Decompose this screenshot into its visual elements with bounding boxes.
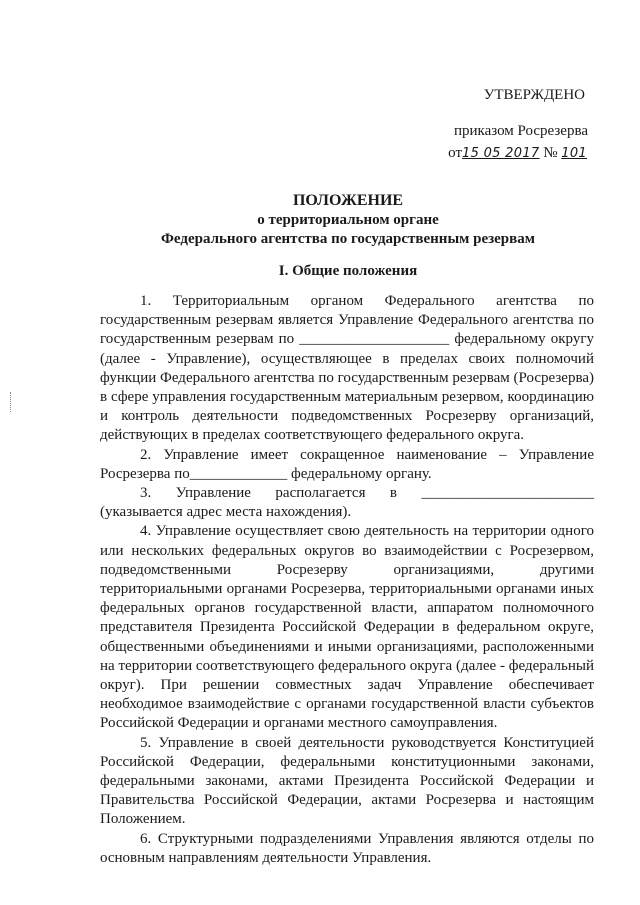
date-prefix: от [448, 145, 463, 161]
document-title: ПОЛОЖЕНИЕ [292, 192, 404, 209]
document-subtitle-2: Федерального агентства по государственным резервам [161, 231, 535, 247]
document-body [100, 292, 594, 868]
paragraph-5: 5. Управление в своей деятельности руководствуется Конституцией Российской Федерации, федеральными конституционными законами, федеральными законами, актами Президента Российской Федерации и Правительства Российской Федерации, актами Росрезерва и настоящим Положением. [100, 734, 594, 828]
approval-date-line [420, 142, 587, 165]
section-heading: I. Общие положения [278, 263, 418, 279]
approval-block [420, 84, 600, 165]
paragraph-1: 1. Территориальным органом Федерального агентства по государственным резервам является Управление Федерального агентства по государственным резервам по ____________________ федеральному округу (далее - Управление), осуществляющее в пределах своих полномочий функции Федерального агентства по государственным резервам (Росрезерва) в сфере управления государственным материальным резервом, координацию и контроль деятельности подведомственных Росрезерву организаций, действующих в пределах соответствующего федерального округа. [100, 293, 594, 444]
approval-order-line: приказом Росрезерва [453, 123, 588, 139]
paragraph-2: 2. Управление имеет сокращенное наименование – Управление Росрезерва по_____________ федеральному органу. [100, 446, 594, 482]
margin-punch-marks [10, 392, 13, 412]
approval-heading: УТВЕРЖДЕНО [483, 87, 585, 103]
paragraph-4: 4. Управление осуществляет свою деятельность на территории одного или нескольких федеральных округов во взаимодействии с Росрезервом, подведомственными Росрезерву организациями, другими территориальными органами Росрезерва, территориальными органами иных федеральных органов государственной власти, аппаратом полномочного представителя Президента Российской Федерации в федеральном округе, общественными объединениями и иными организациями, расположенными на территории соответствующего федерального округа (далее - федеральный округ). При решении совместных задач Управление обеспечивает необходимое взаимодействие с органами государственной власти субъектов Российской Федерации и органами местного самоуправления. [100, 523, 594, 732]
paragraph-3: 3. Управление располагается в _______________________ (указывается адрес места нахождения). [100, 485, 594, 521]
handwritten-date: 15 05 2017 [462, 146, 540, 161]
document-subtitle-1: о территориальном органе [257, 212, 439, 228]
number-prefix: № [543, 145, 558, 161]
handwritten-number: 101 [561, 146, 587, 161]
paragraph-6: 6. Структурными подразделениями Управления являются отделы по основным направлениям деятельности Управления. [100, 830, 594, 866]
